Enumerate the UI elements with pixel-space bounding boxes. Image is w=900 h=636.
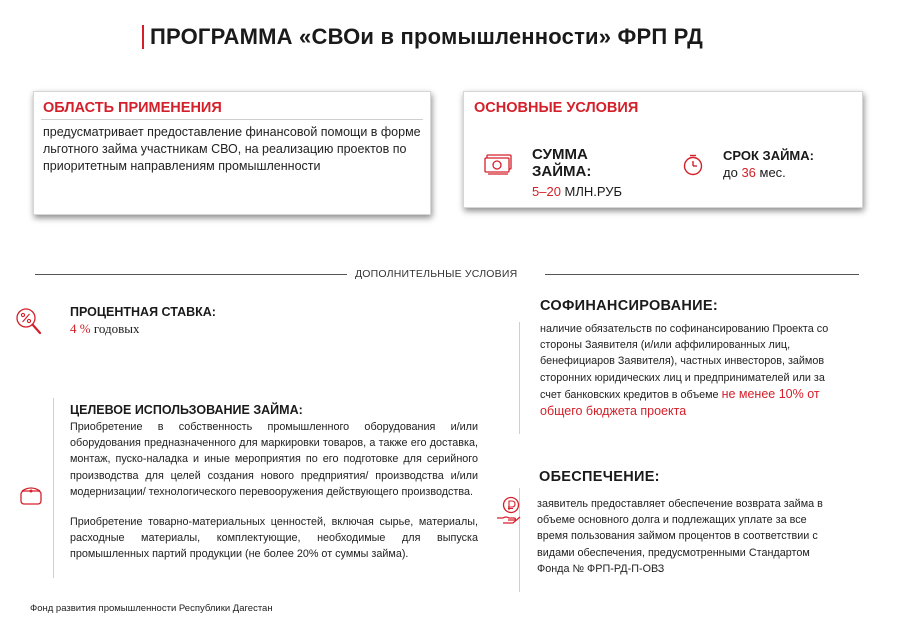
loan-term-number: 36 <box>741 165 756 180</box>
ruble-hand-icon <box>496 496 522 526</box>
purpose-paragraph-2: Приобретение товарно-материальных ценностей, включая сырье, материалы, расходные материалы, комплектующие, необходимые для выпуска промышленных партий продукции (не более 20% от суммы займа). <box>70 516 478 561</box>
scope-card <box>33 91 431 215</box>
divider-left <box>35 274 347 275</box>
cofinancing-highlight: не менее 10% от общего бюджета проекта <box>540 386 820 419</box>
purpose-vertical-rule <box>53 398 54 578</box>
footer-organization: Фонд развития промышленности Республики Дагестан <box>30 603 273 614</box>
purpose-paragraph-1: Приобретение в собственность промышленного оборудования и/или оборудования предназначенного для маркировки товаров, а также его доставка, монтаж, пуско-наладка и иные мероприятия по его подготовке для серийного производства для целей создания нового предприятия/ производства и/или модернизации/ технологического перевооружения действующего производства. <box>70 421 478 498</box>
conditions-heading: ОСНОВНЫЕ УСЛОВИЯ <box>474 100 639 116</box>
cofinancing-vertical-rule <box>519 322 520 434</box>
title-accent-bar <box>142 25 144 49</box>
divider-right <box>545 274 859 275</box>
cofinancing-body: наличие обязательств по софинансированию Проекта со стороны Заявителя (и/или аффилированных лиц, бенефициаров Заявителя), частных инвесторов, займов сторонних юридических лиц и предпринимателей или за счет банковских кредитов в объеме <box>540 323 829 401</box>
interest-rate-number: 4 % <box>70 321 91 336</box>
loan-term-prefix: до <box>723 165 742 180</box>
wallet-icon <box>19 484 43 506</box>
scope-text: предусматривает предоставление финансовой помощи в форме льготного займа участникам СВО, на реализацию проектов по приоритетным направлениям промышленности <box>43 125 421 173</box>
money-icon <box>484 154 514 176</box>
interest-rate-value <box>70 321 139 337</box>
additional-conditions-label: ДОПОЛНИТЕЛЬНЫЕ УСЛОВИЯ <box>355 268 518 280</box>
clock-icon <box>682 154 704 176</box>
loan-amount-range: 5–20 <box>532 184 561 199</box>
loan-term-label: СРОК ЗАЙМА: <box>723 148 814 163</box>
loan-term-suffix: мес. <box>755 165 786 180</box>
cofinancing-heading <box>540 298 718 314</box>
interest-rate-heading: ПРОЦЕНТНАЯ СТАВКА: <box>70 305 216 319</box>
security-heading: ОБЕСПЕЧЕНИЕ: <box>539 469 660 485</box>
loan-amount-value <box>532 184 622 199</box>
loan-amount-unit: МЛН.РУБ <box>560 184 623 199</box>
page-title-wrap <box>142 24 703 50</box>
scope-heading-divider <box>41 119 423 120</box>
scope-heading: ОБЛАСТЬ ПРИМЕНЕНИЯ <box>43 100 222 116</box>
purpose-heading: ЦЕЛЕВОЕ ИСПОЛЬЗОВАНИЕ ЗАЙМА: <box>70 403 303 417</box>
cofinancing-text <box>540 321 838 420</box>
page-title: ПРОГРАММА «СВОи в промышленности» ФРП РД <box>150 24 704 49</box>
conditions-card <box>463 91 863 208</box>
security-text: заявитель предоставляет обеспечение возврата займа в объеме основного долга и подлежащих уплате за все время пользования займом процентов в соответствии с видами обеспечения, предусмотренными Стандартом Фонда № ФРП-РД-П-ОВЗ <box>537 498 823 575</box>
loan-amount-label: СУММА ЗАЙМА: <box>532 146 592 180</box>
cofinancing-heading-colon: : <box>712 298 718 314</box>
cofinancing-heading-text: СОФИНАНСИРОВАНИЕ <box>540 298 713 314</box>
interest-rate-suffix: годовых <box>90 321 140 336</box>
percent-magnifier-icon <box>15 307 43 337</box>
loan-term-value <box>723 165 786 180</box>
